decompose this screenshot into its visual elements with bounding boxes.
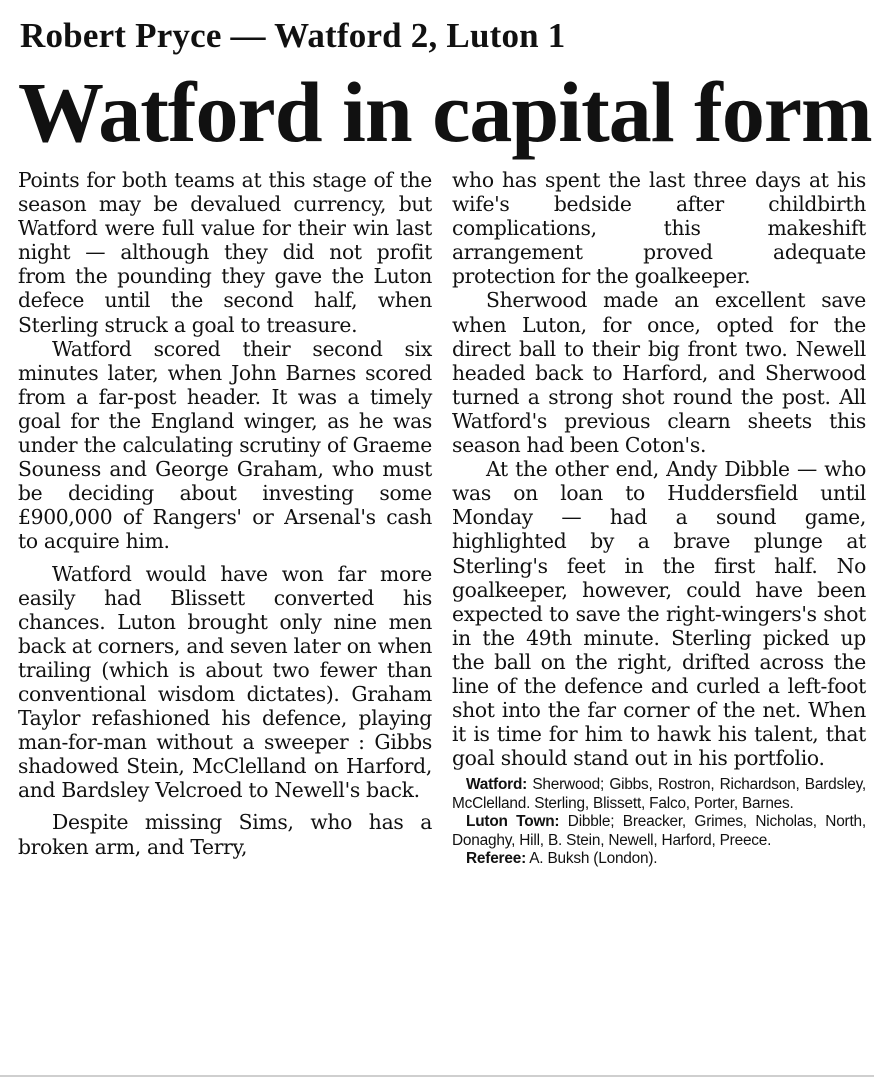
bottom-rule [0, 1075, 874, 1077]
paragraph: Watford would have won far more easily had Blissett converted his chances. Luton brought only nine men back at corners, and seven later on when trailing (which is about two fewer than conventional wisdom dictates). Graham Taylor refashioned his defence, playing man-for-man without a sweeper : Gibbs shadowed Stein, McClelland on Harford, and Bardsley Velcroed to Newell's back. [18, 561, 432, 803]
paragraph: Despite missing Sims, who has a broken arm, and Terry, [18, 810, 432, 859]
referee-name: A. Buksh (London). [529, 850, 658, 868]
right-column [452, 168, 866, 869]
byline: Robert Pryce — Watford 2, Luton 1 [20, 16, 566, 55]
paragraph: Watford scored their second six minutes later, when John Barnes scored from a far-post header. It was a timely goal for the England winger, as he was under the calculating scrutiny of Graeme Souness and George Graham, who must be deciding about investing some £900,000 of Rangers' or Arsenal's cash to acquire him. [18, 336, 432, 554]
paragraph: who has spent the last three days at his wife's bedside after childbirth complications, this makeshift arrangement proved adequate protection for the goalkeeper. [452, 168, 866, 289]
referee-label: Referee: [466, 850, 526, 868]
lineup-players: Sherwood; Gibbs, Rostron, Richardson, Bardsley, McClelland. Sterling, Blissett, Falco, Porter, Barnes. [452, 776, 866, 812]
lineup-label: Watford: [466, 776, 528, 794]
left-column [18, 168, 432, 859]
lineup-watford [452, 776, 866, 813]
team-lineups [452, 776, 866, 869]
lineup-players: Dibble; Breacker, Grimes, Nicholas, North, Donaghy, Hill, B. Stein, Newell, Harford, Preece. [452, 813, 866, 849]
lineup-label: Luton Town: [466, 813, 560, 831]
paragraph: Sherwood made an excellent save when Luton, for once, opted for the direct ball to their big front two. Newell headed back to Harford, and Sherwood turned a strong shot round the post. All Watford's previous clearn sheets this season had been Coton's. [452, 288, 866, 458]
paragraph: Points for both teams at this stage of the season may be devalued currency, but Watford were full value for their win last night — although they did not profit from the pounding they gave the Luton defece until the second half, when Sterling struck a goal to treasure. [18, 168, 432, 337]
referee-line [452, 850, 866, 869]
paragraph: At the other end, Andy Dibble — who was on loan to Huddersfield until Monday — had a sound game, highlighted by a brave plunge at Sterling's feet in the first half. No goalkeeper, however, could have been expected to save the right-wingers's shot in the 49th minute. Sterling picked up the ball on the right, drifted across the line of the defence and curled a left-foot shot into the far corner of the net. When it is time for him to hawk his talent, that goal should stand out in his portfolio. [452, 457, 866, 771]
headline: Watford in capital form [18, 64, 872, 160]
lineup-luton [452, 813, 866, 850]
